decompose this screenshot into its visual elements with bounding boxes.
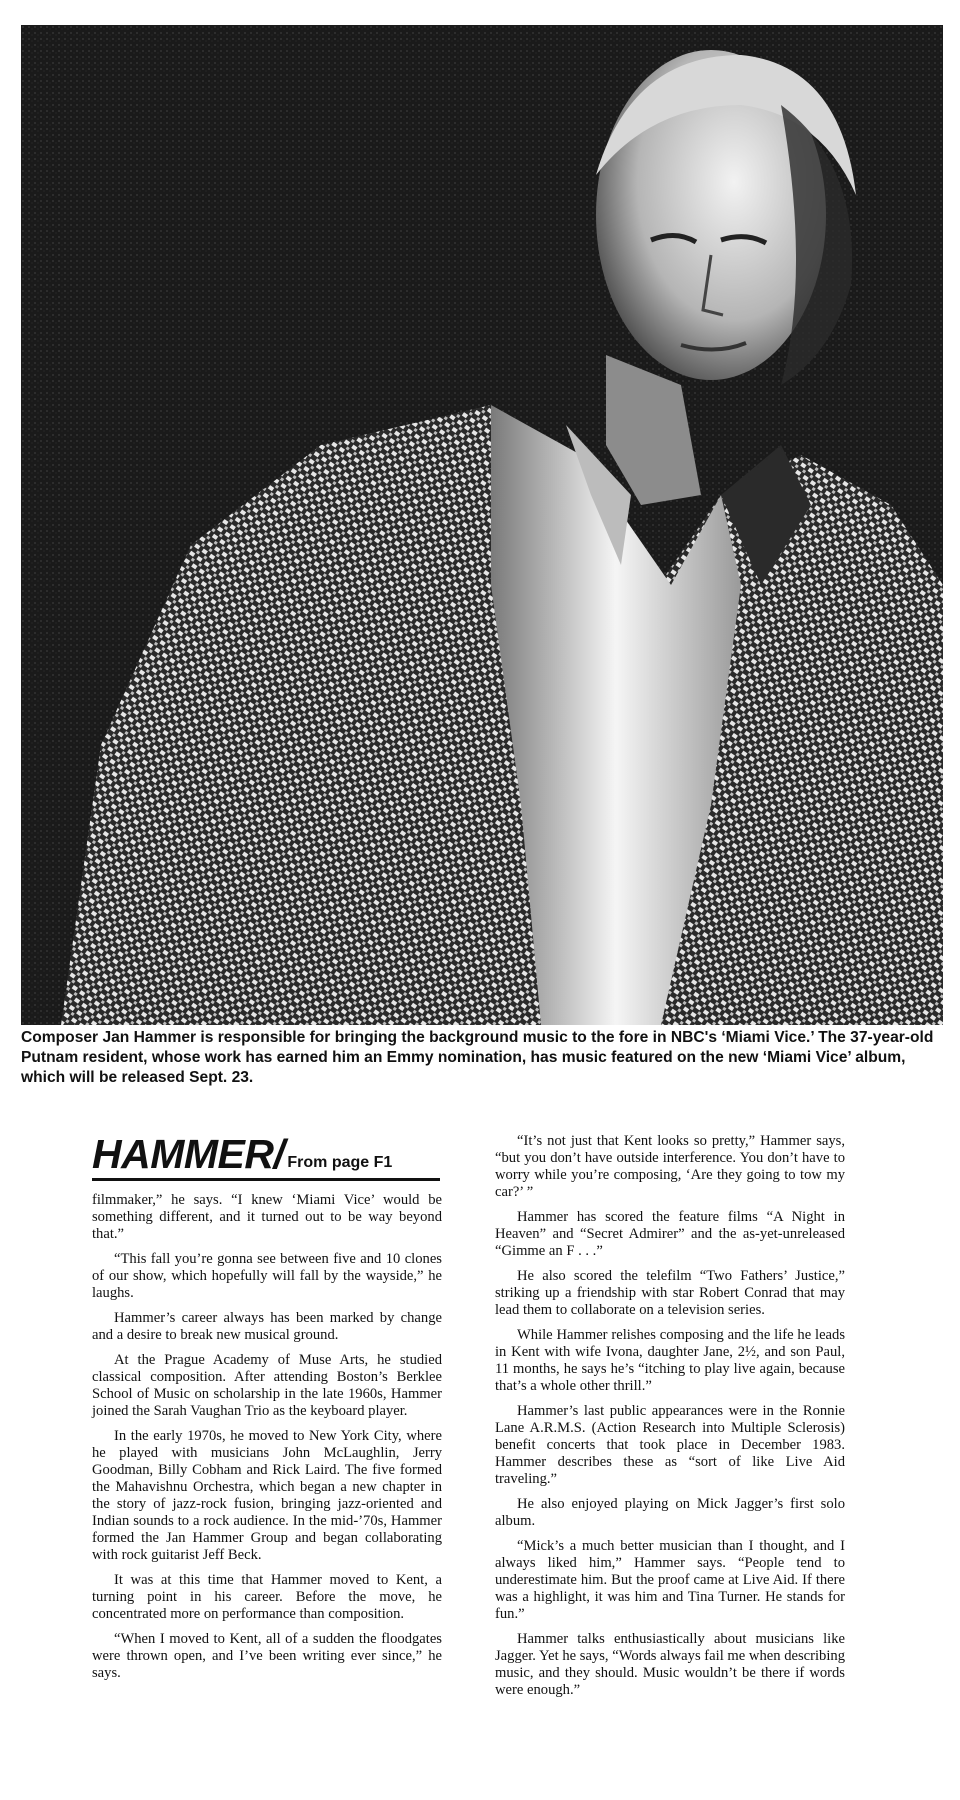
paragraph: While Hammer relishes composing and the life he leads in Kent with wife Ivona, daughter Jane, 2½, and son Paul, 11 months, he says he’s “itching to play live again, because that’s a whole other thrill.” <box>495 1327 845 1394</box>
paragraph: Hammer has scored the feature films “A Night in Heaven” and “Secret Admirer” and the as-yet-unreleased “Gimme an F . . .” <box>495 1209 845 1259</box>
headline-title: HAMMER <box>92 1131 274 1177</box>
photo-caption: Composer Jan Hammer is responsible for bringing the background music to the fore in NBC's ‘Miami Vice.’ The 37-year-old Putnam resident, whose work has earned him an Emmy nomination, has music featured on the new ‘Miami Vice’ album, which will be released Sept. 23. <box>21 1029 934 1086</box>
paragraph: “This fall you’re gonna see between five and 10 clones of our show, which hopefully will fall by the wayside,” he laughs. <box>92 1251 442 1301</box>
paragraph: filmmaker,” he says. “I knew ‘Miami Vice’ would be something different, and it turned out to be way beyond that.” <box>92 1192 442 1242</box>
paragraph: Hammer talks enthusiastically about musicians like Jagger. Yet he says, “Words always fail me when describing music, and they should. Music wouldn’t be there if words were enough.” <box>495 1631 845 1698</box>
paragraph: Hammer’s career always has been marked by change and a desire to break new musical ground. <box>92 1310 442 1343</box>
paragraph: “It’s not just that Kent looks so pretty,” Hammer says, “but you don’t have outside interference. You don’t have to worry while you’re composing, ‘Are they going to tow my car?’ ” <box>495 1133 845 1200</box>
portrait-illustration <box>21 25 943 1025</box>
paragraph: “When I moved to Kent, all of a sudden the floodgates were thrown open, and I’ve been writing ever since,” he says. <box>92 1631 442 1681</box>
paragraph: At the Prague Academy of Muse Arts, he studied classical composition. After attending Boston’s Berklee School of Music on scholarship in the late 1960s, Hammer joined the Sarah Vaughan Trio as the keyboard player. <box>92 1352 442 1419</box>
paragraph: He also scored the telefilm “Two Fathers’ Justice,” striking up a friendship with star Robert Conrad that may lead them to collaborate on a television series. <box>495 1268 845 1318</box>
article-headline <box>92 1133 440 1181</box>
article-column-left <box>92 1192 442 1690</box>
paragraph: It was at this time that Hammer moved to Kent, a turning point in his career. Before the move, he concentrated more on performance than composition. <box>92 1572 442 1622</box>
article-column-right <box>495 1133 845 1707</box>
paragraph: “Mick’s a much better musician than I thought, and I always liked him,” Hammer says. “People tend to underestimate him. But the proof came at Live Aid. If there was a highlight, it was him and Tina Turner. He stands for fun.” <box>495 1538 845 1622</box>
paragraph: Hammer’s last public appearances were in the Ronnie Lane A.R.M.S. (Action Research into Multiple Sclerosis) benefit concerts that took place in December 1983. Hammer describes these as “sort of like Live Aid traveling.” <box>495 1403 845 1487</box>
jump-line: From page F1 <box>287 1154 393 1171</box>
headline-slash: / <box>273 1131 285 1177</box>
paragraph: He also enjoyed playing on Mick Jagger’s first solo album. <box>495 1496 845 1529</box>
paragraph: In the early 1970s, he moved to New York City, where he played with musicians John McLaughlin, Jerry Goodman, Billy Cobham and Rick Laird. The five formed the Mahavishnu Orchestra, which began a new chapter in the story of jazz-rock fusion, bringing jazz-oriented and Indian sounds to a rock audience. In the mid-’70s, Hammer formed the Jan Hammer Group and began collaborating with rock guitarist Jeff Beck. <box>92 1428 442 1563</box>
portrait-photo <box>21 25 943 1025</box>
